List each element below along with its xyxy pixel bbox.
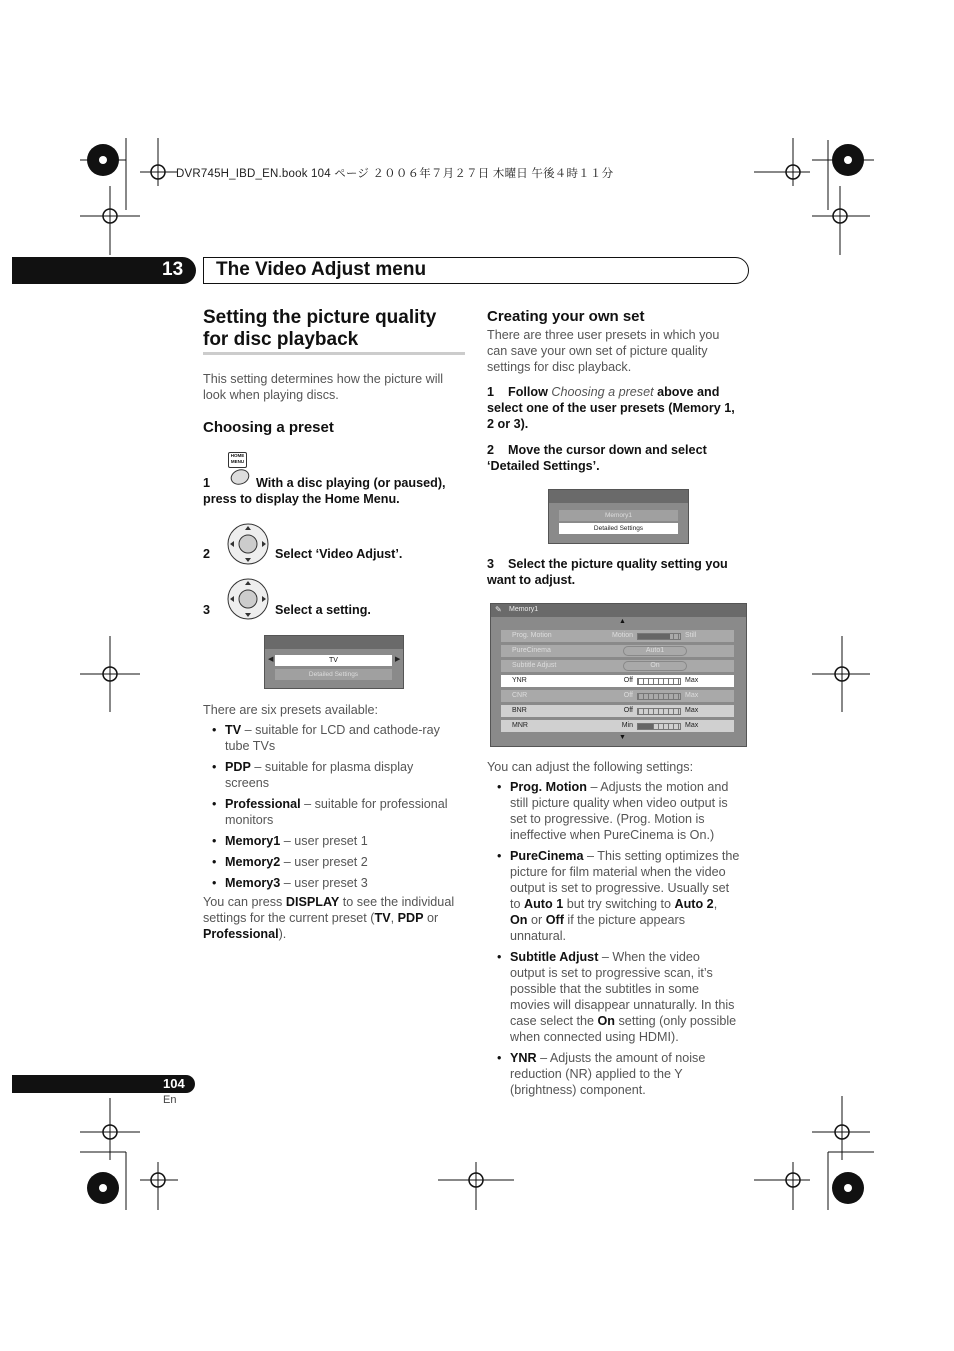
preset-desc: – user preset 1 — [280, 834, 368, 848]
text: still picture quality when video output is — [510, 796, 728, 810]
presets-intro: There are six presets available: — [203, 703, 378, 717]
step-num: 2 — [487, 443, 495, 457]
chapter-title: The Video Adjust menu — [216, 259, 427, 280]
list-item — [488, 1050, 750, 1098]
setting-row[interactable] — [501, 705, 734, 717]
right-step1-line1 — [487, 384, 735, 400]
slider-track[interactable] — [637, 693, 681, 700]
text: to see the individual — [339, 895, 455, 909]
list-item — [203, 722, 465, 754]
preset-desc: – user preset 3 — [280, 876, 368, 890]
text: to — [510, 897, 525, 911]
text-bold: DISPLAY — [285, 895, 340, 909]
setting-row-label: MNR — [512, 722, 528, 729]
screen-header — [549, 490, 688, 503]
text-line: settings for disc playback. — [487, 360, 632, 374]
text-line: This setting determines how the picture will — [203, 372, 444, 386]
setting-value: Auto1 — [623, 646, 687, 656]
slider-min-label: Motion — [611, 632, 633, 639]
text: but try switching to — [563, 897, 675, 911]
text-line: look when playing discs. — [203, 388, 339, 402]
slider-track[interactable] — [637, 678, 681, 685]
screen-title: Memory1 — [509, 606, 539, 613]
detailed-settings-item: Detailed Settings — [275, 669, 392, 680]
pencil-icon: ✎ — [495, 605, 502, 614]
slider-track[interactable] — [637, 708, 681, 715]
detailed-settings-item: Detailed Settings — [559, 523, 678, 534]
section-title — [203, 307, 436, 351]
right-step1-line2: select one of the user presets (Memory 1, — [487, 401, 735, 415]
left-arrow-icon: ◀ — [268, 656, 274, 663]
subhead-creating: Creating your own set — [487, 308, 645, 325]
text: picture for film material when the video — [510, 865, 726, 879]
list-item — [203, 759, 465, 791]
slider-min-label: Min — [621, 722, 633, 729]
settings-list — [488, 779, 750, 1103]
text: case select the — [510, 1014, 598, 1028]
screen-header — [265, 636, 403, 649]
preset-name: Memory3 — [225, 876, 281, 890]
text: set to progressive. (Prog. Motion is — [510, 812, 705, 826]
text-italic: Choosing a preset — [551, 385, 654, 399]
text: – Adjusts the motion and — [586, 780, 729, 794]
preset-name: Memory2 — [225, 855, 281, 869]
print-header: DVR745H_IBD_EN.book 104 ページ ２００６年７月２７日 木曜日 午後４時１１分 — [176, 168, 614, 180]
text-bold: Professional — [203, 927, 279, 941]
setting-row[interactable] — [501, 675, 734, 687]
step1-num: 1 — [203, 476, 211, 490]
setting-name: YNR — [510, 1051, 537, 1065]
preset-list — [203, 722, 465, 896]
slider-max-label: Max — [685, 722, 699, 729]
setting-row-label: BNR — [512, 707, 527, 714]
step1-line1: With a disc playing (or paused), — [256, 476, 446, 490]
preset-desc: tube TVs — [225, 739, 276, 753]
text: setting (only possible — [615, 1014, 737, 1028]
slider-fill — [638, 724, 653, 729]
text: unnatural. — [510, 929, 567, 943]
text: output is set to progressive. Usually set — [510, 881, 730, 895]
text: , — [713, 897, 718, 911]
right-step1-line3: 2 or 3). — [487, 417, 529, 431]
home-menu-button-icon: HOME MENU — [228, 452, 247, 468]
display-note — [203, 894, 468, 942]
up-arrow-icon: ▲ — [619, 618, 626, 625]
memory-item: Memory1 — [559, 510, 678, 521]
left-intro — [203, 371, 443, 403]
text: Select the picture quality setting you — [508, 557, 728, 571]
right-step3 — [487, 556, 728, 588]
list-item — [488, 779, 750, 843]
right-arrow-icon: ▶ — [395, 656, 401, 663]
text-bold: Auto 1 — [524, 897, 564, 911]
text: settings for the current preset ( — [203, 911, 375, 925]
section-title-line: Setting the picture quality — [203, 307, 437, 328]
preset-screen — [264, 635, 404, 689]
slider-track[interactable] — [637, 723, 681, 730]
setting-row[interactable] — [501, 630, 734, 642]
text: – When the video — [598, 950, 700, 964]
slider-max-label: Max — [685, 707, 699, 714]
text-bold: TV — [374, 911, 391, 925]
text: or — [423, 911, 439, 925]
text: Move the cursor down and select — [508, 443, 707, 457]
setting-name: Subtitle Adjust — [510, 950, 599, 964]
page-number: 104 — [163, 1076, 185, 1091]
setting-row[interactable] — [501, 660, 734, 672]
slider-min-label: Off — [623, 692, 633, 699]
text: ineffective when PureCinema is On.) — [510, 828, 715, 842]
text-bold: Follow — [508, 385, 552, 399]
preset-desc: screens — [225, 776, 270, 790]
preset-name: PDP — [225, 760, 251, 774]
dpad-enter-icon — [226, 522, 270, 566]
preset-name: TV — [225, 723, 242, 737]
step3-text: Select a setting. — [275, 603, 371, 617]
slider-min-label: Off — [623, 677, 633, 684]
slider-max-label: Still — [685, 632, 697, 639]
list-item — [203, 833, 465, 849]
preset-value: TV — [275, 655, 392, 666]
setting-value: On — [623, 661, 687, 671]
list-item — [488, 949, 750, 1045]
text: possible that the subtitles in some — [510, 982, 700, 996]
setting-row[interactable] — [501, 720, 734, 732]
text: movies will disappear unnaturally. In this — [510, 998, 735, 1012]
text-bold: On — [597, 1014, 616, 1028]
down-arrow-icon: ▼ — [619, 734, 626, 741]
text-line: There are three user presets in which you — [487, 328, 720, 342]
preset-desc: – suitable for LCD and cathode-ray — [241, 723, 440, 737]
right-intro — [487, 327, 719, 375]
text: if the picture appears — [563, 913, 686, 927]
setting-row-label: YNR — [512, 677, 527, 684]
settings-screen — [490, 603, 747, 747]
setting-row[interactable] — [501, 690, 734, 702]
step2-num: 2 — [203, 547, 211, 561]
slider-max-label: Max — [685, 677, 699, 684]
text: – Adjusts the amount of noise — [536, 1051, 706, 1065]
setting-row-label: Subtitle Adjust — [512, 662, 557, 669]
section-title-line: for disc playback — [203, 329, 359, 350]
dpad-enter-icon — [226, 577, 270, 621]
text: You can press — [203, 895, 286, 909]
text: , — [390, 911, 398, 925]
slider-track[interactable] — [637, 633, 681, 640]
right-step3-line2: want to adjust. — [487, 573, 576, 587]
text: – This setting optimizes the — [583, 849, 740, 863]
text: ). — [278, 927, 287, 941]
text-bold: On — [510, 913, 528, 927]
right-step3-line1 — [487, 556, 728, 572]
preset-desc: – suitable for plasma display — [250, 760, 414, 774]
preset-desc: – user preset 2 — [280, 855, 368, 869]
title-rule — [203, 352, 465, 355]
list-item — [488, 848, 750, 944]
step-num: 3 — [487, 557, 495, 571]
list-item — [203, 854, 465, 870]
text: output is set to progressive scan, it’s — [510, 966, 713, 980]
step3-num: 3 — [203, 603, 211, 617]
text: (brightness) component. — [510, 1083, 646, 1097]
preset-desc: monitors — [225, 813, 274, 827]
right-step2-line1 — [487, 442, 707, 458]
oval-button-icon — [229, 467, 251, 487]
memory-screen — [548, 489, 689, 544]
text-bold: Off — [545, 913, 564, 927]
right-step2 — [487, 442, 707, 474]
settings-intro: You can adjust the following settings: — [487, 760, 694, 774]
preset-desc: – suitable for professional — [300, 797, 448, 811]
text: when connected using HDMI). — [510, 1030, 679, 1044]
list-item — [203, 796, 465, 828]
text-line: can save your own set of picture quality — [487, 344, 708, 358]
slider-fill — [638, 634, 670, 639]
text-bold: above and — [653, 385, 720, 399]
preset-name: Memory1 — [225, 834, 281, 848]
list-item — [203, 875, 465, 891]
preset-name: Professional — [225, 797, 301, 811]
setting-row[interactable] — [501, 645, 734, 657]
chapter-number: 13 — [162, 259, 184, 280]
slider-max-label: Max — [685, 692, 699, 699]
subhead-choosing: Choosing a preset — [203, 419, 334, 436]
right-step2-line2: ‘Detailed Settings’. — [487, 459, 600, 473]
text-bold: Auto 2 — [674, 897, 714, 911]
setting-row-label: Prog. Motion — [512, 632, 552, 639]
right-step1 — [487, 384, 735, 432]
slider-min-label: Off — [623, 707, 633, 714]
text-bold: PDP — [397, 911, 424, 925]
step-num: 1 — [487, 385, 495, 399]
step2-text: Select ‘Video Adjust’. — [275, 547, 403, 561]
step1-line2: press to display the Home Menu. — [203, 492, 400, 506]
page-language: En — [163, 1094, 177, 1106]
setting-name: Prog. Motion — [510, 780, 587, 794]
setting-row-label: CNR — [512, 692, 528, 699]
text: or — [527, 913, 546, 927]
text: reduction (NR) applied to the Y — [510, 1067, 683, 1081]
setting-name: PureCinema — [510, 849, 584, 863]
setting-row-label: PureCinema — [512, 647, 551, 654]
